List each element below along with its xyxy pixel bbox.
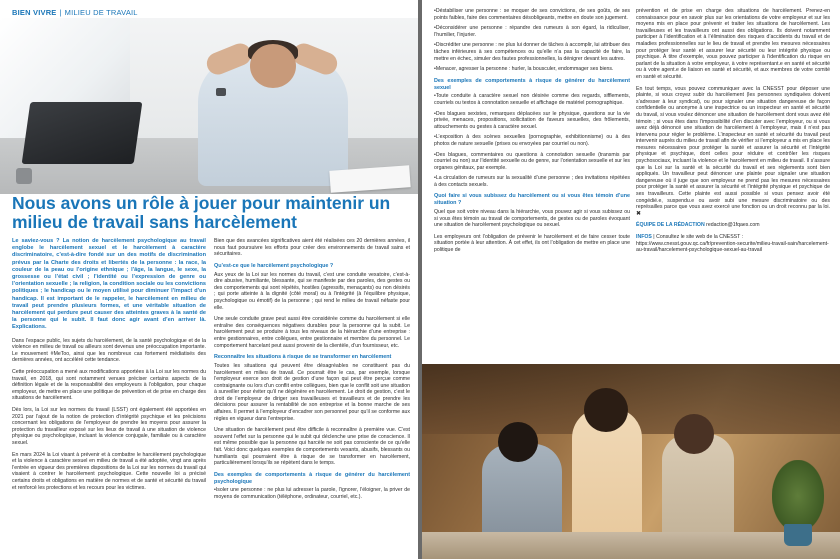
- paragraph: Dès lors, la Loi sur les normes du travail (LSST) ont également été apportées en 2021 par l’ajout de la notion de protection d’intégrité psychique et les précisions concernant les obligations de l’employeur de prendre les moyens pour assurer la protection du travailleur exposé sur les lieux de travail à une situation de violence physique ou psychologique, incluant la violence conjugale, familiale ou à caractère sexuel.: [12, 406, 206, 446]
- example-list: [434, 8, 630, 73]
- info-box: INFOS | Consultez le site web de la CNESST : https://www.cnesst.gouv.qc.ca/fr/prevention-securite/milieu-travail-sain/harcelement-au-travail/harcelement-psychologique-sexuel-au-travail: [636, 234, 829, 254]
- paragraph: Bien que des avancées significatives aient été réalisées ces 20 dernières années, il nous faut poursuivre les efforts pour créer des environnements de travail sains et sécuritaires.: [214, 238, 410, 258]
- list-item: • La circulation de rumeurs sur la sexualité d’une personne ; des invitations répétées à des contacts sexuels.: [434, 175, 630, 188]
- section-rubric: BIEN VIVRE | MILIEU DE TRAVAIL: [12, 8, 138, 17]
- section-label: BIEN VIVRE: [12, 8, 57, 17]
- article-headline: Nous avons un rôle à jouer pour maintenir un milieu de travail sans harcèlement: [12, 193, 391, 232]
- lead-paragraph: Le saviez-vous ? La notion de harcèlement psychologique au travail englobe le harcèlement sexuel et le harcèlement à caractère discriminatoire, c’est-à-dire fondé sur un des motifs de discrimination prévus par la Charte des droits et libertés de la personne : la race, la couleur de la peau ou l’origine ethnique ; l’âge, la langue, le sexe, la grossesse ou l’état civil ; l’identité ou l’expression de genre ou l’orientation sexuelle ; la religion, la condition sociale ou les convictions politiques ; le handicap ou le moyen utilisé pour diminuer l’impact d’un handicap. Il est important de le rappeler, le harcèlement en milieu de travail peut prendre plusieurs formes, et une véritable situation de harcèlement qui perdure peut causer des atteintes graves à la santé de la personne qui le subit. Il faut donc agir avant d’en arriver là. Explications.: [12, 238, 206, 331]
- subheading: Qu’est-ce que le harcèlement psychologique ?: [214, 262, 334, 269]
- byline: [636, 222, 830, 229]
- paragraph: En mars 2024 la Loi visant à prévenir et à combattre le harcèlement psychologique et la violence à caractère sexuel en milieu de travail a été adoptée, vingt ans après l’entrée en vigueur des premières dispositions de la Loi sur les normes du travail qui visaient à contrer le harcèlement psychologique. Cette nouvelle loi a précisé certains droits et obligations en matière de normes et de santé et sécurité du travail et renforcé les protections et les recours pour les victimes.: [12, 451, 206, 491]
- list-item: • Des blagues sexistes, remarques déplacées sur le physique, questions sur la vie privée, menaces, propositions, sollicitation de faveurs sexuelles, des frôlements, attouchements ou gestes à caractère sexuel.: [434, 111, 630, 131]
- paragraph: En tout temps, vous pouvez communiquer avec la CNESST pour déposer une plainte, si vous croyez subir du harcèlement (les personnes syndiquées doivent s’adresser à leur syndicat), ou pour signaler une situation dangereuse de façon confidentielle ou anonyme à une inspectrice ou un inspecteur en santé et sécurité du travail, si vous voulez dénoncer une situation de harcèlement dont vous avez été témoin ; si vous êtes dans l’impossibilité d’en discuter avec l’employeur, ou si vous avez déjà dénoncé une situation de harcèlement à l’employeur, mais il n’est pas intervenu pour régler le problème. L’inspecteur en santé et sécurité du travail peut intervenir auprès du milieu de travail afin de vérifier si l’employeur a mis en place les mesures nécessaires pour protéger la santé et assurer la sécurité et l’intégrité physique et psychique, dont celles pour réduire et contrôler les risques psychosociaux, incluant la violence et le harcèlement en milieu de travail. Il s’assure que la Loi sur la santé et la sécurité du travail et ses règlements sont bien appliqués. Un travailleur peut dénoncer une plainte pour signaler une situation dangereuse où il juge que son employeur ne prend pas les mesures nécessaires pour protéger la santé et assurer la sécurité et l’intégrité physique et psychique de ses travailleurs. Cette plainte est aussi possible si vous pensez avoir été congédié.e, suspendu.e ou avoir subi une mesure discriminatoire ou des représailles parce que vous avez exercé une fonction ou un droit reconnu par la loi. ✖: [636, 85, 830, 217]
- paragraph: Cette préoccupation a mené aux modifications apportées à la Loi sur les normes du travail, en 2018, qui sont notamment venues préciser certains aspects de la définition légale et de la responsabilité des employeurs à l’obligation, pour chaque employeur, de mettre en place une politique de prévention et de prise en charge des situations de harcèlement.: [12, 369, 206, 402]
- paragraph: Une situation de harcèlement peut être difficile à reconnaître à première vue. C’est souvent l’effet sur la personne qui le subit qui déclenche une prise de conscience. Il est même possible que la personne qui harcèle ne soit pas consciente de ce qu’elle fait. Voici donc quelques exemples de comportements vexants, abusifs, blessants ou humiliants qui pourraient être à risque de se transformer en harcèlement, particulièrement lorsqu’ils se répètent dans le temps.: [214, 427, 410, 467]
- team-email: redaction@1fqaes.com: [706, 222, 760, 229]
- team-label: ÉQUIPE DE LA RÉDACTION: [636, 222, 705, 229]
- subheading: Reconnaître les situations à risque de se transformer en harcèlement: [214, 354, 392, 361]
- list-item: • Des blagues, commentaires ou questions à connotation sexuelle (transmis par courriel ou non) sur l’identité sexuelle ou de genre, sur l’orientation sexuelle et sur les organes génitaux, par exemple.: [434, 152, 630, 172]
- subheading: Des exemples de comportements à risque de générer du harcèlement sexuel: [434, 77, 630, 91]
- subsection-label: MILIEU DE TRAVAIL: [64, 8, 138, 17]
- list-item: • Déconsidérer une personne : répandre des rumeurs à son égard, la ridiculiser, l’humilier, l’injurier.: [434, 25, 630, 38]
- list-item: • Discréditer une personne : ne plus lui donner de tâches à accomplir, lui attribuer des tâches inférieures à ses compétences ou qu’elle n’a pas la capacité de faire, la mettre en échec, simuler des fautes professionnelles, la dénigrer devant les autres.: [434, 42, 630, 62]
- paragraph: Les employeurs ont l’obligation de prévenir le harcèlement et de faire cesser toute situation portée à leur attention. À cet effet, ils ont l’obligation de mettre en place une politique de: [434, 233, 630, 254]
- list-item: • Toute conduite à caractère sexuel non désirée comme des regards, sifflements, courriels ou textos à connotation sexuelle et affichage de matériel pornographique.: [434, 93, 630, 106]
- info-url: https://www.cnesst.gouv.qc.ca/fr/prevention-securite/milieu-travail-sain/harcelement-au-travail/harcelement-psychologique-sexuel-au-travail: [636, 240, 829, 254]
- left-column-2: [214, 238, 410, 506]
- list-item: • Déstabiliser une personne : se moquer de ses convictions, de ses goûts, de ses points faibles, faire des commentaires désobligeants, mettre en doute son jugement.: [434, 8, 630, 21]
- list-item: • Isoler une personne : ne plus lui adresser la parole, l’ignorer, l’éloigner, la priver de moyens de communication (téléphone, ordinateur, courriel, etc.).: [214, 487, 410, 500]
- info-label: INFOS: [636, 234, 652, 240]
- list-item: • L’exposition à des scènes sexuelles (pornographie, exhibitionnisme) ou à des photos de nature sexuelle (prises ou envoyées par courriel ou non).: [434, 134, 630, 147]
- paragraph: Toutes les situations qui peuvent être désagréables ne constituent pas du harcèlement en milieu de travail. Ce pourrait être le cas, par exemple, lorsque l’employeur exerce son droit de gestion d’une façon qui peut être perçue comme contraignante ou lors d’un conflit entre collègues, bien que le conflit soit une situation à surveiller pour éviter qu’il ne dégénère en harcèlement. Le droit de gestion, c’est le droit de l’employeur de diriger ses travailleuses et travailleurs et de prendre les décisions pour assurer la rentabilité de son entreprise et la bonne marche de ses affaires. Il permet à l’employeur d’encadrer son personnel pour qu’il se conforme aux règles en vigueur dans l’entreprise.: [214, 362, 410, 422]
- left-column-1: [12, 238, 206, 496]
- right-column-1: [434, 8, 630, 259]
- laptop-image: [22, 102, 143, 164]
- subheading: Quoi faire si vous subissez du harcèlement ou si vous êtes témoin d’une situation ?: [434, 193, 630, 207]
- paragraph: Une seule conduite grave peut aussi être considérée comme du harcèlement si elle entraîne des conséquences négatives durables pour la personne qui la subit. Le harcèlement peut se produire à tous les niveaux de la hiérarchie d’une entreprise : entre gestionnaires, entre collègues, entre gestionnaire et membre du personnel. Le comportement harcelant peut aussi provenir de la clientèle, d’un fournisseur, etc.: [214, 316, 410, 349]
- end-mark-icon: ✖: [636, 210, 642, 217]
- paragraph: prévention et de prise en charge des situations de harcèlement. Prenez-en connaissance pour en savoir plus sur les orientations de votre employeur et sur les moyens mis en place pour prévenir et traiter les situations de harcèlement. Les travailleuses et les travailleurs ont aussi des obligations. Ils doivent notamment participer à l’identification et à l’élimination des risques d’accidents du travail et de maladies professionnelles sur le lieu de travail et prendre les mesures nécessaires pour protéger leur santé et assurer leur sécurité ou leur intégrité physique ou psychique. À titre d’exemple, vous pouvez participer à l’identification du risque en parlant de la situation à votre employeur, à votre représentant.e en santé et sécurité ou à votre agent.e de liaison en santé et sécurité, et aux membres de votre comité en santé et sécurité.: [636, 8, 830, 80]
- colleagues-photo: [422, 364, 840, 559]
- paragraph: Aux yeux de la Loi sur les normes du travail, c’est une conduite vexatoire, c’est-à-dire abusive, humiliante, blessante, qui se manifeste par des paroles, des gestes ou des comportements qui sont répétés, hostiles (agressifs, menaçants) ou non désirés ; qui porte atteinte à la dignité (côté moral) ou à l’intégrité (à l’équilibre physique, psychologique ou émotif) de la personne ; qui rend le milieu de travail néfaste pour elle.: [214, 271, 410, 311]
- right-column-2: [636, 8, 830, 259]
- subheading: Des exemples de comportements à risque de générer du harcèlement psychologique: [214, 471, 410, 485]
- list-item: • Menacer, agresser la personne : hurler, la bousculer, endommager ses biens.: [434, 66, 630, 73]
- right-page: [422, 0, 840, 559]
- paragraph: Quel que soit votre niveau dans la hiérarchie, vous pouvez agir si vous subissez ou si vous êtes témoin au travail de comportements, de gestes ou de paroles évoquant une situation de harcèlement psychologique ou sexuel.: [434, 209, 630, 229]
- example-list: [434, 93, 630, 188]
- paragraph: Dans l’espace public, les sujets du harcèlement, de la santé psychologique et de la violence en milieu de travail ou ailleurs sont devenus une préoccupation importante. Le mouvement #MeToo, ainsi que les nombreux cas fortement médiatisés des dernières années, ont accéléré cette tendance.: [12, 337, 206, 364]
- left-page: [0, 0, 418, 559]
- hero-photo: [0, 18, 418, 194]
- example-list: [214, 487, 410, 500]
